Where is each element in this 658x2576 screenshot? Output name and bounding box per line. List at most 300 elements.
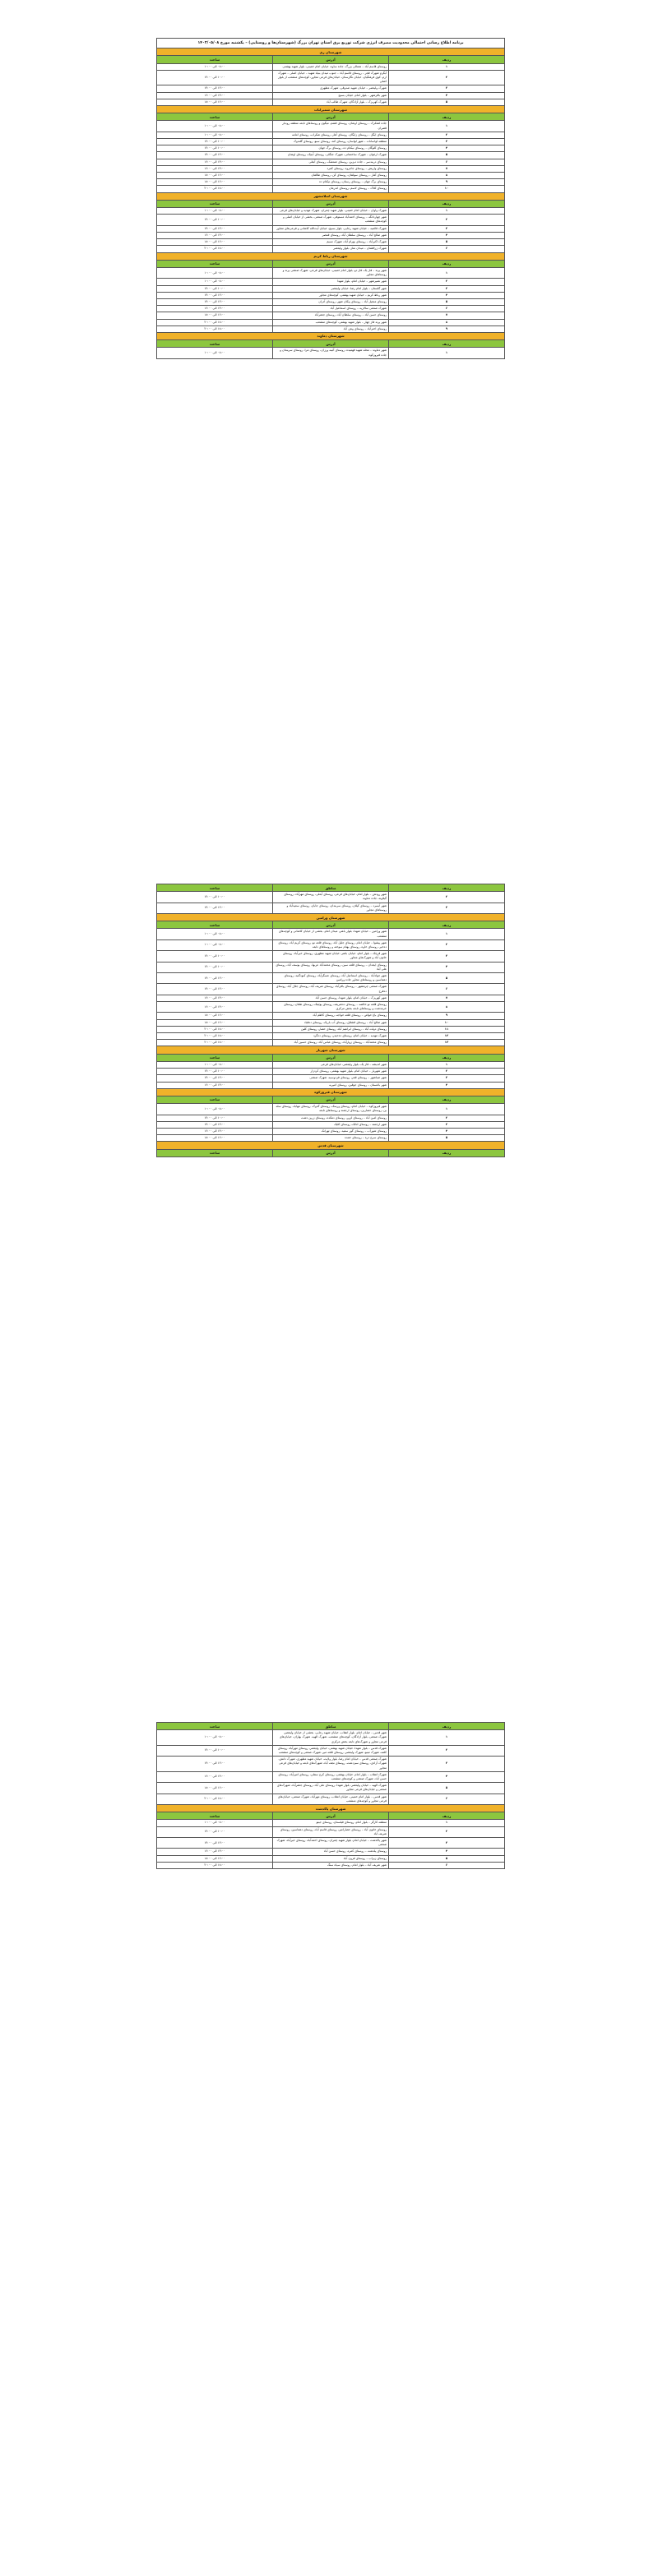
section-header <box>157 1142 505 1149</box>
area-description: روستای دولت آباد – روستای ابراهیم آباد، روستای حصار، روستای کلین <box>273 1026 389 1032</box>
table-row <box>157 939 505 950</box>
table-row <box>157 1855 505 1862</box>
area-description: شهر قرچک – بلوار امام، خیابان باهنر، خیابان شهید مطهری، روستای خیرآباد، روستای خاتون آباد و شهرک‌های مجاور <box>273 951 389 962</box>
table-row <box>157 279 505 285</box>
row-number: ۱ <box>389 1820 505 1826</box>
header-time: ساعت <box>157 1812 273 1820</box>
table-row <box>157 173 505 179</box>
page-2 <box>156 884 505 1157</box>
row-number: ۴ <box>389 1128 505 1134</box>
row-number: ۱۳ <box>389 1040 505 1046</box>
time-range: ۱۰:۰۰ الی ۱۲:۰۰ <box>157 1745 273 1756</box>
area-description: شهر رباط کریم – خیابان شهید بهشتی، کوچه‌های مجاور <box>273 292 389 298</box>
row-number: ۸ <box>389 1002 505 1013</box>
table-row <box>157 1849 505 1855</box>
table-row <box>157 319 505 325</box>
section-header <box>157 106 505 113</box>
row-number: ۱ <box>389 1730 505 1746</box>
table-row <box>157 1783 505 1794</box>
row-number: ۴ <box>389 962 505 972</box>
time-range: ۱۲:۰۰ الی ۱۴:۰۰ <box>157 298 273 305</box>
table-row <box>157 892 505 903</box>
table-row <box>157 984 505 995</box>
time-range: ۱۶:۰۰ الی ۱۸:۰۰ <box>157 1135 273 1142</box>
header-time: ساعت <box>157 1054 273 1061</box>
time-range: ۱۰:۰۰ الی ۱۲:۰۰ <box>157 285 273 292</box>
area-description: شهر باغستان – روستای جوقین، روستای امیریه <box>273 1082 389 1088</box>
area-description: شهر پاکدشت – خیابان امام، بلوار شهید چمران، روستای احمدآباد، روستای خیرآباد، شهرک صنعتی <box>273 1838 389 1849</box>
area-description: روستای قاسم آباد – شمالی بزرگ، جاده ساوه، خیابان امام خمینی، بلوار شهید بهشتی <box>273 63 389 70</box>
area-description: شهر اندیشه – فاز یک، بلوار ولیعصر، خیابان‌های فرعی <box>273 1061 389 1068</box>
section-title: شهرستان ری <box>157 48 505 56</box>
area-description: شهر نصیرشهر – خیابان امام، بلوار شهدا <box>273 279 389 285</box>
area-description: شهر فیروزکوه – خیابان امام، روستای ورسک، روستای گدوک، روستای مهاباد، روستای سله بن، روستای حصاربن، روستای ارجمند و روستاهای تابعه <box>273 1104 389 1115</box>
table-row <box>157 292 505 298</box>
area-description: شهرک صنعتی سالاریه – روستای اسماعیل آباد <box>273 306 389 312</box>
table-row <box>157 1757 505 1772</box>
table-row <box>157 312 505 319</box>
row-number: ۱ <box>389 929 505 939</box>
area-description: شهر پرند – فاز یک، فاز دو، بلوار امام خمینی، خیابان‌های فرعی، شهرک صنعتی پرند و روستاهای مجاور <box>273 267 389 278</box>
header-time: ساعت <box>157 884 273 892</box>
row-number: ۲ <box>389 132 505 138</box>
page-3 <box>156 1722 505 1869</box>
section-header <box>157 1088 505 1096</box>
section-title: شهرستان دماوند <box>157 332 505 339</box>
row-number: ۴ <box>389 1771 505 1782</box>
row-number: ۳ <box>389 903 505 913</box>
table-row <box>157 1128 505 1134</box>
area-description: روستای ایگل – روستای زایگان، روستای آهار، روستای شکراب، روستای امامه <box>273 132 389 138</box>
area-description: شهرک کهریزک – بلوار آزادگان، شهرک طالب آباد <box>273 99 389 105</box>
time-range: ۱۰:۰۰ الی ۱۲:۰۰ <box>157 892 273 903</box>
time-range: ۱۲:۰۰ الی ۱۴:۰۰ <box>157 1121 273 1128</box>
time-range: ۱۰:۰۰ الی ۱۲:۰۰ <box>157 951 273 962</box>
table-row <box>157 232 505 238</box>
section-title: شهرستان شمیرانات <box>157 106 505 113</box>
area-description: روستای باغ خواص – روستای قلعه خواجه، روستای کاظم آباد <box>273 1013 389 1019</box>
row-number: ۲ <box>389 70 505 85</box>
table-row <box>157 1794 505 1804</box>
row-number: ۲ <box>389 939 505 950</box>
time-range: ۰۸:۰۰ الی ۱۰:۰۰ <box>157 279 273 285</box>
row-number: ۲ <box>389 892 505 903</box>
row-number: ۲ <box>389 1745 505 1756</box>
time-range: ۰۸:۰۰ الی ۱۰:۰۰ <box>157 208 273 215</box>
table-row <box>157 1075 505 1082</box>
table-row <box>157 1862 505 1868</box>
area-description: شهرک ارغوان – شهرک ساختمانی، شهرک جنگلی، روستای آبنیک، روستای اوشان <box>273 152 389 159</box>
header-number: ردیف <box>389 921 505 929</box>
column-header-row <box>157 56 505 63</box>
row-number: ۳ <box>389 1838 505 1849</box>
time-range: ۰۸:۰۰ الی ۱۰:۰۰ <box>157 929 273 939</box>
header-time: ساعت <box>157 1096 273 1103</box>
time-range: ۱۴:۰۰ الی ۱۶:۰۰ <box>157 995 273 1001</box>
header-number: ردیف <box>389 260 505 267</box>
area-description: شهرک انقلاب – بلوار امام، خیابان بهشتی، روستای کرج سفلی، روستای امیرآباد، روستای حسن آباد، شهرک صنعتی و کوچه‌های منشعب <box>273 1771 389 1782</box>
area-description: شهر صالح آباد – روستای قشلاق، روستای آب باریک، روستای ده‌قباد <box>273 1019 389 1026</box>
area-description: شهر گلستان – بلوار امام رضا، خیابان ولیعصر <box>273 285 389 292</box>
header-area: آدرس <box>273 1812 389 1820</box>
header-area: مناطق <box>273 1723 389 1730</box>
row-number: ۶ <box>389 306 505 312</box>
area-description: شهر جوادآباد – روستای اسماعیل آباد، روستای عسگرآباد، روستای کبودگنبد، روستای دهماسین و روستاهای مجاور جاده ورامین <box>273 973 389 984</box>
time-range: ۰۸:۰۰ الی ۱۰:۰۰ <box>157 348 273 358</box>
column-header-row <box>157 340 505 348</box>
table-row <box>157 1121 505 1128</box>
table-row <box>157 929 505 939</box>
area-description: آبگرم شهرک فجر – روستای قاسم آباد – جنوب میدان بنیاد شهید – خیابان اصلی – شهرک ارم، کوی فرهنگیان، خیابان نگارستان، خیابان‌های فرعی مجاور، کوچه‌های منشعب از بلوار اصلی <box>273 70 389 85</box>
row-number: ۱ <box>389 208 505 215</box>
area-description: روستای واریش – روستای جاجرود، روستای کمرد <box>273 165 389 172</box>
area-description: شهرک مهدیه – خیابان امام، روستای ده‌حیدر، روستای ده‌گرد <box>273 1033 389 1040</box>
time-range: ۰۸:۰۰ الی ۱۰:۰۰ <box>157 1820 273 1826</box>
time-range: ۱۴:۰۰ الی ۱۶:۰۰ <box>157 1128 273 1134</box>
header-number: ردیف <box>389 884 505 892</box>
column-header-row <box>157 1723 505 1730</box>
time-range: ۰۸:۰۰ الی ۱۰:۰۰ <box>157 121 273 132</box>
section-header <box>157 252 505 260</box>
time-range: ۰۸:۰۰ الی ۱۰:۰۰ <box>157 1061 273 1068</box>
column-header-row <box>157 113 505 121</box>
time-range: ۱۸:۰۰ الی ۲۰:۰۰ <box>157 1862 273 1868</box>
row-number: ۴ <box>389 292 505 298</box>
time-range: ۱۲:۰۰ الی ۱۴:۰۰ <box>157 1838 273 1849</box>
table-row <box>157 267 505 278</box>
time-range: ۱۴:۰۰ الی ۱۶:۰۰ <box>157 165 273 172</box>
area-description: شهر ارجمند – روستای اتانک، روستای کلیک <box>273 1121 389 1128</box>
area-description: شهر آبسرد – روستای کیلان، روستای سربندان، روستای جابان، روستای سعیدآباد و روستاهای مجاور <box>273 903 389 913</box>
column-header-row <box>157 884 505 892</box>
row-number: ۱ <box>389 1104 505 1115</box>
area-description: شهرک واوان – خیابان امام خمینی، بلوار شهید چمران، شهرک مهدیه و خیابان‌های فرعی <box>273 208 389 215</box>
row-number: ۱ <box>389 1061 505 1068</box>
area-description: شهر پیشوا – خیابان امام، روستای جلیل آباد، روستای قلعه نو، روستای کریم آباد، روستای ده‌خیر، روستای خاوه، روستای بهنام سوخته و روستاهای تابعه <box>273 939 389 950</box>
area-description: منطقه لواسانات – شهر لواسان، روستای کند، روستای سبو، روستای گلندوک <box>273 139 389 145</box>
area-description: شهر صالح آباد – روستای سلطان آباد، روستای قمصر <box>273 232 389 238</box>
area-description: شهر رودهن – بلوار امام، خیابان‌های فرعی، روستای آبعلی، روستای مهرآباد، روستای گیلاوند، جاده دماوند <box>273 892 389 903</box>
table-row <box>157 348 505 358</box>
table-row <box>157 132 505 138</box>
time-range: ۱۰:۰۰ الی ۱۲:۰۰ <box>157 962 273 972</box>
table-row <box>157 208 505 215</box>
section-header <box>157 192 505 200</box>
area-description: شهر چهاردانگه – روستای احمدآباد مستوفی، شهرک صنعتی، بخشی از خیابان اصلی و کوچه‌های منشعب <box>273 215 389 225</box>
row-number: ۳ <box>389 1757 505 1772</box>
table-row <box>157 152 505 159</box>
row-number: ۷ <box>389 995 505 1001</box>
table-row <box>157 973 505 984</box>
area-description: شهر کهریزک – خیابان امام، بلوار شهدا، روستای حسن آباد <box>273 995 389 1001</box>
section-title: شهرستان اسلامشهر <box>157 192 505 200</box>
area-description: شهر ورامین – خیابان شهدا، بلوار باهنر، میدان امام، بخشی از خیابان کاشانی و کوچه‌های منشعب <box>273 929 389 939</box>
row-number: ۵ <box>389 298 505 305</box>
header-area: آدرس <box>273 56 389 63</box>
row-number: ۲ <box>389 1115 505 1121</box>
column-header-row <box>157 921 505 929</box>
section-header <box>157 48 505 56</box>
row-number: ۲ <box>389 1826 505 1837</box>
row-number: ۵ <box>389 99 505 105</box>
row-number: ۱ <box>389 121 505 132</box>
area-description: شهر صباشهر – روستای قجر، روستای فردوسیه، شهرک صنعتی <box>273 1075 389 1082</box>
header-area: آدرس <box>273 200 389 207</box>
row-number: ۱۰ <box>389 1019 505 1026</box>
area-description: روستای پلدشت – روستای کمرد، روستای حسن آباد <box>273 1849 389 1855</box>
table-row <box>157 1019 505 1026</box>
time-range: ۱۸:۰۰ الی ۲۰:۰۰ <box>157 186 273 192</box>
table-row <box>157 1061 505 1068</box>
table-row <box>157 239 505 246</box>
time-range: ۱۴:۰۰ الی ۱۶:۰۰ <box>157 1082 273 1088</box>
table-row <box>157 1040 505 1046</box>
section-title: شهرستان ورامین <box>157 914 505 921</box>
area-description: روستای اخترآباد – روستای وهن آباد <box>273 325 389 332</box>
area-description: شهرک اکبرآباد – روستای بهرام آباد، شهرک نسیم <box>273 239 389 246</box>
table-row <box>157 903 505 913</box>
area-description: شهرک الهیه – خیابان ولیعصر، بلوار شهدا، روستای علی آباد، روستای جعفرآباد، شهرک‌های صنعتی و خیابان‌های فرعی مجاور <box>273 1783 389 1794</box>
table-row <box>157 1002 505 1013</box>
header-area: آدرس <box>273 260 389 267</box>
section-title: شهرستان فیروزکوه <box>157 1088 505 1096</box>
area-description: شهر شریف آباد – بلوار امام، روستای سیاه سنگ <box>273 1862 389 1868</box>
row-number: ۹ <box>389 325 505 332</box>
time-range: ۱۸:۰۰ الی ۲۰:۰۰ <box>157 1794 273 1804</box>
row-number: ۹ <box>389 179 505 186</box>
area-description: جاده لشکرک – روستای اوشان، روستای فشم، میگون و روستاهای تابعه منطقه رودبار قصران <box>273 121 389 132</box>
table-row <box>157 962 505 972</box>
area-description: روستای سرخ دره – روستای خمده <box>273 1135 389 1142</box>
row-number: ۱۱ <box>389 1026 505 1032</box>
row-number: ۷ <box>389 165 505 172</box>
time-range: ۱۲:۰۰ الی ۱۴:۰۰ <box>157 152 273 159</box>
row-number: ۶ <box>389 1794 505 1804</box>
table-row <box>157 1826 505 1837</box>
time-range: ۱۸:۰۰ الی ۲۰:۰۰ <box>157 319 273 325</box>
time-range: ۰۸:۰۰ الی ۱۰:۰۰ <box>157 1104 273 1115</box>
time-range: ۱۸:۰۰ الی ۲۰:۰۰ <box>157 1026 273 1032</box>
table-row <box>157 1135 505 1142</box>
area-description: شهرک صنعتی قدس – خیابان امام رضا، بلوار ولایت، خیابان شهید مطهری، شهرک دانش، شهرک آزادی، روستای سبزدشت، روستای نجف آباد، شهرک‌های تابعه و خیابان‌های فرعی مجاور <box>273 1757 389 1772</box>
area-description: روستای محمدآباد – روستای زوارآباد، روستای عباس آباد، روستای حسین آباد <box>273 1040 389 1046</box>
area-description: روستای کلوگان – روستای نیکنام ده، روستای برگ جهان <box>273 145 389 152</box>
table-row <box>157 298 505 305</box>
time-range: ۱۶:۰۰ الی ۱۸:۰۰ <box>157 1013 273 1019</box>
time-range: ۱۰:۰۰ الی ۱۲:۰۰ <box>157 70 273 85</box>
table-row <box>157 121 505 132</box>
time-range: ۱۶:۰۰ الی ۱۸:۰۰ <box>157 99 273 105</box>
page-1 <box>156 38 505 359</box>
time-range: ۱۲:۰۰ الی ۱۴:۰۰ <box>157 984 273 995</box>
row-number: ۳ <box>389 1121 505 1128</box>
area-description: شهر شهریار – خیابان امام، بلوار شهید بهشتی، روستای کردزار <box>273 1069 389 1075</box>
time-range: ۱۶:۰۰ الی ۱۸:۰۰ <box>157 312 273 319</box>
table-row <box>157 70 505 85</box>
header-number: ردیف <box>389 340 505 348</box>
table-row <box>157 225 505 232</box>
header-number: ردیف <box>389 1149 505 1156</box>
header-number: ردیف <box>389 1812 505 1820</box>
time-range: ۱۴:۰۰ الی ۱۶:۰۰ <box>157 92 273 99</box>
area-description: روستای دربندسر – جاده دیزین، روستای شمشک، روستای آبعلی <box>273 159 389 165</box>
time-range: ۱۸:۰۰ الی ۲۰:۰۰ <box>157 1033 273 1040</box>
table-row <box>157 1082 505 1088</box>
time-range: ۱۸:۰۰ الی ۲۰:۰۰ <box>157 325 273 332</box>
time-range: ۱۶:۰۰ الی ۱۸:۰۰ <box>157 239 273 246</box>
row-number: ۵ <box>389 1135 505 1142</box>
table-row <box>157 139 505 145</box>
time-range: ۱۶:۰۰ الی ۱۸:۰۰ <box>157 173 273 179</box>
row-number: ۴ <box>389 145 505 152</box>
area-description: شهر قدس – خیابان امام، بلوار انقلاب، خیابان شهید رجایی، بخشی از خیابان ولیعصر، شهرک صنعتی، بلوار آزادگان، کوچه‌های منشعب، شهرک الهیه، شهرک بهاران، خیابان‌های فرعی مجاور و شهرک‌های تابعه بخش مرکزی <box>273 1730 389 1746</box>
table-row <box>157 63 505 70</box>
header-area: آدرس <box>273 921 389 929</box>
header-number: ردیف <box>389 1723 505 1730</box>
time-range: ۱۸:۰۰ الی ۲۰:۰۰ <box>157 1040 273 1046</box>
header-number: ردیف <box>389 1096 505 1103</box>
area-description: روستای خاتون آباد – روستای حصارامیر، روستای قاسم آباد، روستای دهماسین، روستای شریف آباد <box>273 1826 389 1837</box>
section-header <box>157 1805 505 1812</box>
area-description: شهرک صنعتی چرمشهر – روستای باقرآباد، روستای شریف آباد، روستای جلال آباد، روستای ده‌فرح <box>273 984 389 995</box>
table-row <box>157 1771 505 1782</box>
time-range: ۱۶:۰۰ الی ۱۸:۰۰ <box>157 179 273 186</box>
row-number: ۵ <box>389 1855 505 1862</box>
time-range: ۰۸:۰۰ الی ۱۰:۰۰ <box>157 63 273 70</box>
time-range: ۱۴:۰۰ الی ۱۶:۰۰ <box>157 1002 273 1013</box>
table-row <box>157 1730 505 1746</box>
row-number: ۴ <box>389 1849 505 1855</box>
schedule-table <box>156 884 505 1157</box>
header-area: مناطق <box>273 884 389 892</box>
row-number: ۳ <box>389 1075 505 1082</box>
area-description: شهر قدس – بلوار امام خمینی، خیابان انقلاب، روستای مهرآباد، شهرک صنعتی، خیابان‌های فرعی مجاور و کوچه‌های منشعب <box>273 1794 389 1804</box>
area-description: روستای کلاک – روستای لاسم، روستای اندرمان <box>273 186 389 192</box>
row-number: ۸ <box>389 319 505 325</box>
section-header <box>157 332 505 339</box>
row-number: ۵ <box>389 1783 505 1794</box>
row-number: ۶ <box>389 246 505 252</box>
row-number: ۲ <box>389 1069 505 1075</box>
header-number: ردیف <box>389 1054 505 1061</box>
row-number: ۵ <box>389 973 505 984</box>
time-range: ۱۰:۰۰ الی ۱۲:۰۰ <box>157 139 273 145</box>
table-row <box>157 951 505 962</box>
header-number: ردیف <box>389 200 505 207</box>
header-number: ردیف <box>389 56 505 63</box>
area-description: منطقه کارگر – بلوار امام، روستای فیلستان، روستای جیتو <box>273 1820 389 1826</box>
column-header-row <box>157 1054 505 1061</box>
column-header-row <box>157 200 505 207</box>
time-range: ۱۶:۰۰ الی ۱۸:۰۰ <box>157 1783 273 1794</box>
row-number: ۱۰ <box>389 186 505 192</box>
row-number: ۳ <box>389 225 505 232</box>
row-number: ۲ <box>389 215 505 225</box>
header-time: ساعت <box>157 1149 273 1156</box>
table-row <box>157 165 505 172</box>
table-row <box>157 159 505 165</box>
area-description: روستای منجیل آباد – روستای پیکان شهر، روستای آدران <box>273 298 389 305</box>
section-title: شهرستان قدس <box>157 1142 505 1149</box>
time-range: ۱۴:۰۰ الی ۱۶:۰۰ <box>157 1771 273 1782</box>
header-area: آدرس <box>273 113 389 121</box>
page-title: برنامه اطلاع رسانی احتمالی محدودیت مصرف انرژی شرکت توزیع برق استان تهران بزرگ (شهرستان‌ها و روستایی) – یکشنبه مورخ ۱۴۰۲/۰۵/۰۸ <box>157 39 505 48</box>
header-time: ساعت <box>157 921 273 929</box>
column-header-row <box>157 1149 505 1156</box>
row-number: ۴ <box>389 92 505 99</box>
area-description: روستای آهار – روستای سولقان، روستای کن، روستای طالقان <box>273 173 389 179</box>
time-range: ۱۲:۰۰ الی ۱۴:۰۰ <box>157 85 273 92</box>
row-number: ۳ <box>389 951 505 962</box>
table-row <box>157 246 505 252</box>
time-range: ۱۸:۰۰ الی ۲۰:۰۰ <box>157 246 273 252</box>
time-range: ۱۲:۰۰ الی ۱۴:۰۰ <box>157 903 273 913</box>
schedule-table <box>156 1722 505 1869</box>
area-description: روستای حسن آباد – روستای سلطان آباد، روستای جعفرآباد <box>273 312 389 319</box>
area-description: شهر دماوند – محله شهید فهمیده، روستای آئینه ورزان، روستای مرا، روستای سربندان و جاده فیروزکوه <box>273 348 389 358</box>
table-row <box>157 145 505 152</box>
header-area: آدرس <box>273 1054 389 1061</box>
column-header-row <box>157 1812 505 1820</box>
time-range: ۱۶:۰۰ الی ۱۸:۰۰ <box>157 1019 273 1026</box>
table-row <box>157 215 505 225</box>
area-description: شهرک زرافشان – میدان نماز، بلوار ولیعصر <box>273 246 389 252</box>
area-description: شهرک قائمیه – خیابان شهید رجایی، بلوار بسیج، خیابان آیت‌الله کاشانی و فرعی‌های مجاور <box>273 225 389 232</box>
table-row <box>157 1820 505 1826</box>
time-range: ۱۶:۰۰ الی ۱۸:۰۰ <box>157 1855 273 1862</box>
row-number: ۸ <box>389 173 505 179</box>
table-row <box>157 1033 505 1040</box>
time-range: ۱۰:۰۰ الی ۱۲:۰۰ <box>157 1115 273 1121</box>
time-range: ۰۸:۰۰ الی ۱۰:۰۰ <box>157 267 273 278</box>
table-row <box>157 1838 505 1849</box>
section-title: شهرستان شهریار <box>157 1046 505 1054</box>
area-description: روستای ایجدان – روستای قلعه سین، روستای محمدآباد عربها، روستای یوسف آباد، روستای علی آباد <box>273 962 389 972</box>
row-number: ۵ <box>389 239 505 246</box>
column-header-row <box>157 260 505 267</box>
table-row <box>157 285 505 292</box>
row-number: ۶ <box>389 1862 505 1868</box>
area-description: شهرک ولیعصر – خیابان شهید صدوقی، شهرک مطهری <box>273 85 389 92</box>
area-description: روستای برگ جهان – روستای رسنان، روستای نیکنام ده <box>273 179 389 186</box>
row-number: ۲ <box>389 279 505 285</box>
row-number: ۱ <box>389 348 505 358</box>
header-time: ساعت <box>157 1723 273 1730</box>
section-header <box>157 914 505 921</box>
row-number: ۳ <box>389 139 505 145</box>
table-row <box>157 1069 505 1075</box>
column-header-row <box>157 1096 505 1103</box>
schedule-table <box>156 38 505 359</box>
row-number: ۱ <box>389 63 505 70</box>
header-time: ساعت <box>157 260 273 267</box>
table-row <box>157 1115 505 1121</box>
row-number: ۶ <box>389 159 505 165</box>
section-header <box>157 1046 505 1054</box>
title-row <box>157 39 505 48</box>
row-number: ۴ <box>389 232 505 238</box>
time-range: ۰۸:۰۰ الی ۱۰:۰۰ <box>157 132 273 138</box>
header-number: ردیف <box>389 113 505 121</box>
table-row <box>157 85 505 92</box>
row-number: ۷ <box>389 312 505 319</box>
table-row <box>157 1745 505 1756</box>
header-time: ساعت <box>157 340 273 348</box>
row-number: ۱ <box>389 267 505 278</box>
time-range: ۱۲:۰۰ الی ۱۴:۰۰ <box>157 225 273 232</box>
time-range: ۱۲:۰۰ الی ۱۴:۰۰ <box>157 1757 273 1772</box>
table-row <box>157 179 505 186</box>
